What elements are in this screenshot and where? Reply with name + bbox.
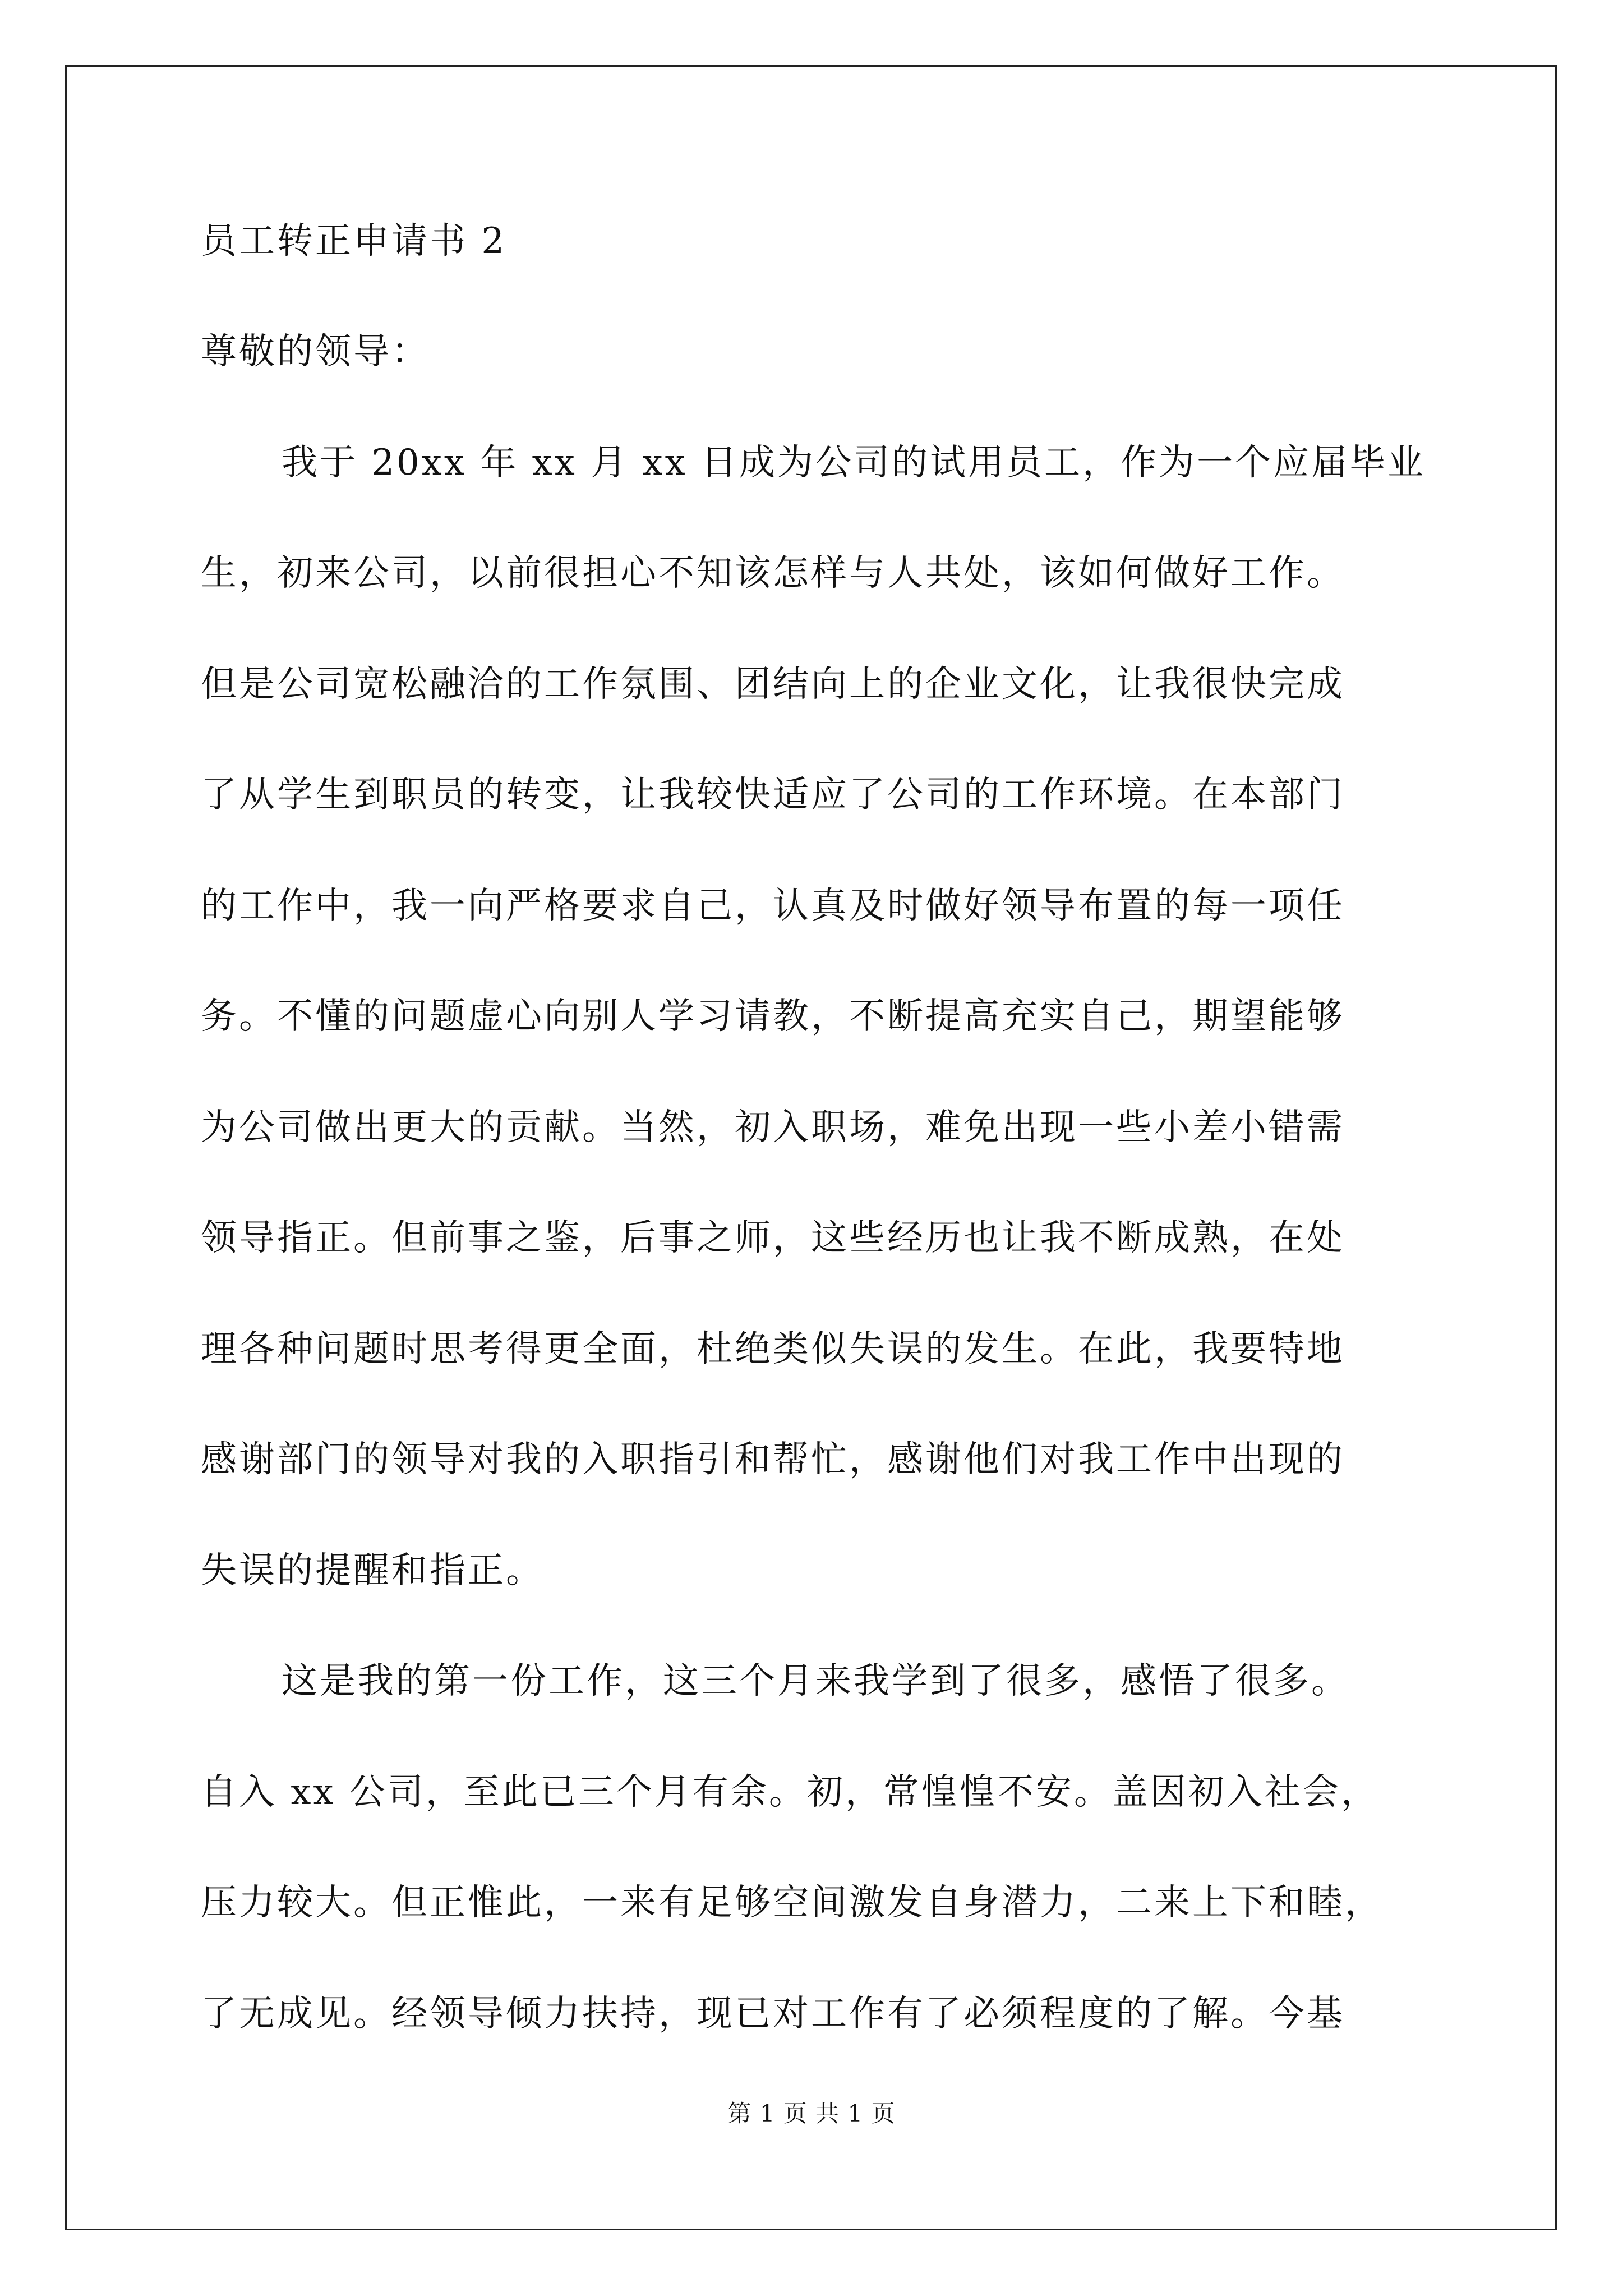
paragraph-line: 但是公司宽松融洽的工作氛围、团结向上的企业文化，让我很快完成 bbox=[201, 664, 1345, 705]
page-footer: 第 1 页 共 1 页 bbox=[727, 2100, 896, 2127]
paragraph-line: 感谢部门的领导对我的入职指引和帮忙，感谢他们对我工作中出现的 bbox=[201, 1439, 1345, 1480]
paragraph-line: 生，初来公司，以前很担心不知该怎样与人共处，该如何做好工作。 bbox=[201, 553, 1345, 594]
paragraph-line: 了从学生到职员的转变，让我较快适应了公司的工作环境。在本部门 bbox=[201, 774, 1345, 816]
paragraph-line: 的工作中，我一向严格要求自己，认真及时做好领导布置的每一项任 bbox=[201, 885, 1345, 927]
paragraph-line: 了无成见。经领导倾力扶持，现已对工作有了必须程度的了解。今基 bbox=[201, 1993, 1345, 2035]
salutation: 尊敬的领导： bbox=[201, 331, 430, 372]
paragraph-line: 务。不懂的问题虚心向别人学习请教，不断提高充实自己，期望能够 bbox=[201, 996, 1345, 1037]
paragraph-line: 失误的提醒和指正。 bbox=[201, 1550, 544, 1591]
document-title: 员工转正申请书 2 bbox=[201, 220, 507, 262]
paragraph-line: 这是我的第一份工作，这三个月来我学到了很多，感悟了很多。 bbox=[282, 1660, 1349, 1702]
paragraph-line: 压力较大。但正惟此，一来有足够空间激发自身潜力，二来上下和睦， bbox=[201, 1882, 1383, 1924]
paragraph-line: 我于 20xx 年 xx 月 xx 日成为公司的试用员工，作为一个应届毕业 bbox=[282, 442, 1426, 484]
paragraph-line: 理各种问题时思考得更全面，杜绝类似失误的发生。在此，我要特地 bbox=[201, 1328, 1345, 1370]
paragraph-line: 为公司做出更大的贡献。当然，初入职场，难免出现一些小差小错需 bbox=[201, 1107, 1345, 1148]
paragraph-line: 自入 xx 公司，至此已三个月有余。初，常惶惶不安。盖因初入社会， bbox=[201, 1772, 1379, 1813]
paragraph-line: 领导指正。但前事之鉴，后事之师，这些经历也让我不断成熟，在处 bbox=[201, 1217, 1345, 1259]
